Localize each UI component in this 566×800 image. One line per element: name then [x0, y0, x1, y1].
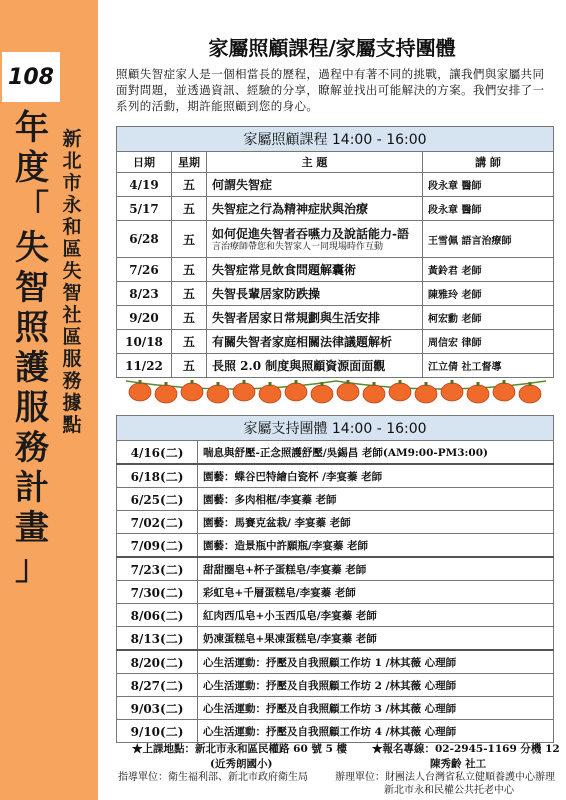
course-day: 五: [172, 330, 207, 354]
support-row: [117, 674, 554, 697]
main-title: 家屬照顧課程/家屬支持團體: [208, 36, 456, 60]
support-content: 紅肉西瓜皂+小玉西瓜皂/李宴蓁 老師: [198, 604, 554, 627]
course-speaker: 江立倩 社工督導: [423, 354, 554, 378]
course-speaker: 黃鈴君 老師: [423, 258, 554, 282]
subtitle-char: 和: [62, 216, 82, 238]
course-topic-text: 失智長輩居家防跌操: [212, 287, 321, 301]
footer-location-note: (近秀朗國小): [210, 758, 273, 770]
support-content: 喘息與舒壓-正念照護舒壓/吳錫昌 老師(AM9:00-PM3:00): [198, 441, 554, 465]
title-char: 服: [15, 388, 49, 428]
pumpkin-icon: [233, 380, 255, 401]
course-date: 6/28: [117, 221, 172, 258]
title-char: 照: [15, 308, 49, 348]
footer-organizer-2: 新北市永和民權公共托老中心: [384, 785, 514, 796]
subtitle-char: 區: [62, 238, 82, 260]
support-date: 8/13(二): [117, 627, 198, 651]
course-day: 五: [172, 197, 207, 221]
course-row: [117, 221, 554, 258]
support-table-title: 家屬支持團體 14:00 - 16:00: [117, 416, 554, 441]
support-content: 甜甜圈皂+杯子蛋糕皂/李宴蓁 老師: [198, 557, 554, 581]
course-topic: [207, 258, 423, 282]
course-date: 8/23: [117, 282, 172, 306]
title-char: 年: [15, 108, 49, 148]
course-day: 五: [172, 282, 207, 306]
support-row: [117, 534, 554, 558]
support-date: 7/02(二): [117, 511, 198, 534]
course-topic: [207, 282, 423, 306]
course-date: 7/26: [117, 258, 172, 282]
course-date: 9/20: [117, 306, 172, 330]
pumpkin-icon: [311, 382, 333, 403]
support-row: [117, 511, 554, 534]
course-speaker: 段永章 醫師: [423, 173, 554, 197]
footer-contact: ★報名專線：02-2945-1169 分機 12: [372, 743, 560, 755]
pumpkin-garland: [126, 373, 546, 405]
pumpkin-icon: [285, 380, 307, 401]
title-char: 務: [15, 428, 49, 468]
course-topic-text: 如何促進失智者吞嚥力及說話能力-語: [212, 227, 409, 241]
footer-contact-person: 陳秀齡 社工: [430, 758, 487, 770]
course-day: 五: [172, 173, 207, 197]
support-date: 6/18(二): [117, 464, 198, 488]
subtitle-char: 務: [62, 370, 82, 392]
support-content: 園藝：馬賽克盆栽/ 李宴蓁 老師: [198, 511, 554, 534]
subtitle-char: 社: [62, 304, 82, 326]
pumpkin-icon: [441, 380, 463, 401]
course-topic-text: 失智症常見飲食問題解囊術: [212, 263, 357, 277]
vertical-title: [12, 108, 52, 588]
pumpkin-icon: [519, 382, 541, 403]
support-table: [116, 415, 554, 743]
course-topic-text: 失智者居家日常規劃與生活安排: [212, 311, 381, 325]
subtitle-char: 據: [62, 392, 82, 414]
support-content: 心生活運動：抒壓及自我照顧工作坊 1 /林其薇 心理師: [198, 650, 554, 674]
pumpkin-icon: [493, 380, 515, 401]
course-row: [117, 173, 554, 197]
course-speaker: 柯宏勳 老師: [423, 306, 554, 330]
support-row: [117, 488, 554, 511]
course-topic-text: 長照 2.0 制度與照顧資源面面觀: [212, 359, 386, 373]
support-date: 6/25(二): [117, 488, 198, 511]
pumpkin-icon: [415, 382, 437, 403]
support-date: 8/20(二): [117, 650, 198, 674]
col-day: 星期: [172, 152, 207, 173]
support-row: [117, 604, 554, 627]
intro-paragraph: 照顧失智症家人是一個相當長的歷程，過程中有著不同的挑戰，讓我們與家屬共同面對問題，並透過資訊、經驗的分享，瞭解並找出可能解決的方案。我們安排了一系列的活動，期許能照顧到您的身心。: [116, 67, 545, 113]
pumpkin-icon: [389, 380, 411, 401]
course-row: [117, 197, 554, 221]
support-row: [117, 464, 554, 488]
side-banner: [0, 0, 98, 800]
support-date: 7/23(二): [117, 557, 198, 581]
pumpkin-icon: [259, 382, 281, 403]
course-day: 五: [172, 221, 207, 258]
course-date: 5/17: [117, 197, 172, 221]
title-char: 「: [15, 188, 49, 228]
support-content: 奶凍蛋糕皂+果凍蛋糕皂/李宴蓁 老師: [198, 627, 554, 651]
course-topic: [207, 173, 423, 197]
course-row: [117, 306, 554, 330]
support-row: [117, 441, 554, 465]
subtitle-char: 市: [62, 172, 82, 194]
title-char: 」: [15, 548, 49, 588]
course-row: [117, 330, 554, 354]
support-row: [117, 557, 554, 581]
course-speaker: 王雪佩 語言治療師: [423, 221, 554, 258]
course-speaker: 段永章 醫師: [423, 197, 554, 221]
col-speaker: 講 師: [423, 152, 554, 173]
support-date: 9/03(二): [117, 697, 198, 720]
support-content: 心生活運動：抒壓及自我照顧工作坊 4 /林其薇 心理師: [198, 720, 554, 743]
col-date: 日期: [117, 152, 172, 173]
support-content: 彩虹皂+千層蛋糕皂/李宴蓁 老師: [198, 581, 554, 604]
course-topic-text: 失智症之行為精神症狀與治療: [212, 202, 369, 216]
support-row: [117, 581, 554, 604]
course-table-title: 家屬照顧課程 14:00 - 16:00: [117, 127, 554, 152]
title-char: 畫: [15, 508, 49, 548]
course-date: 11/22: [117, 354, 172, 378]
course-topic: [207, 330, 423, 354]
footer-location: ★上課地點：新北市永和區民權路 60 號 5 樓: [132, 743, 348, 755]
course-day: 五: [172, 306, 207, 330]
subtitle-char: 永: [62, 194, 82, 216]
course-topic: [207, 221, 423, 258]
course-day: 五: [172, 258, 207, 282]
pumpkin-icon: [129, 380, 151, 401]
footer-organizer: 辦理單位：財團法人台灣省私立健順養護中心辦理: [335, 772, 555, 783]
support-row: [117, 650, 554, 674]
footer-supervisor: 指導單位：衛生福利部、新北市政府衛生局: [118, 772, 308, 783]
title-char: 護: [15, 348, 49, 388]
title-char: 失: [15, 228, 49, 268]
course-topic-sub: 言治療師帶您和失智家人一同現場時作互動: [212, 242, 384, 252]
support-date: 4/16(二): [117, 441, 198, 465]
support-content: 心生活運動：抒壓及自我照顧工作坊 2 /林其薇 心理師: [198, 674, 554, 697]
vertical-subtitle: [60, 128, 84, 436]
title-char: 度: [15, 148, 49, 188]
support-content: 園藝：多肉相框/李宴蓁 老師: [198, 488, 554, 511]
course-topic-text: 何謂失智症: [212, 178, 273, 192]
course-speaker: 周信宏 律師: [423, 330, 554, 354]
subtitle-char: 服: [62, 348, 82, 370]
pumpkin-icon: [467, 382, 489, 403]
pumpkin-icon: [207, 382, 229, 403]
course-topic-text: 有關失智者家庭相關法律議題解析: [212, 335, 393, 349]
support-content: 心生活運動：抒壓及自我照顧工作坊 3 /林其薇 心理師: [198, 697, 554, 720]
support-row: [117, 697, 554, 720]
support-date: 7/09(二): [117, 534, 198, 558]
subtitle-char: 點: [62, 414, 82, 436]
title-char: 智: [15, 268, 49, 308]
support-content: 園藝：造景瓶中許願瓶/李宴蓁 老師: [198, 534, 554, 558]
support-date: 9/10(二): [117, 720, 198, 743]
course-date: 10/18: [117, 330, 172, 354]
subtitle-char: 新: [62, 128, 82, 150]
support-date: 7/30(二): [117, 581, 198, 604]
support-date: 8/27(二): [117, 674, 198, 697]
course-table-header: [117, 152, 554, 173]
course-speaker: 陳雅玲 老師: [423, 282, 554, 306]
support-row: [117, 720, 554, 743]
course-day: 五: [172, 354, 207, 378]
course-date: 4/19: [117, 173, 172, 197]
col-topic: 主 題: [207, 152, 423, 173]
course-topic: [207, 197, 423, 221]
subtitle-char: 區: [62, 326, 82, 348]
course-row: [117, 258, 554, 282]
course-table: [116, 126, 554, 378]
title-char: 計: [15, 468, 49, 508]
support-date: 8/06(二): [117, 604, 198, 627]
support-row: [117, 627, 554, 651]
year-badge: 108: [2, 52, 60, 102]
pumpkin-icon: [181, 380, 203, 401]
course-row: [117, 282, 554, 306]
course-topic: [207, 306, 423, 330]
subtitle-char: 失: [62, 260, 82, 282]
subtitle-char: 北: [62, 150, 82, 172]
subtitle-char: 智: [62, 282, 82, 304]
support-content: 園藝：蝶谷巴特繪白瓷杯 /李宴蓁 老師: [198, 464, 554, 488]
